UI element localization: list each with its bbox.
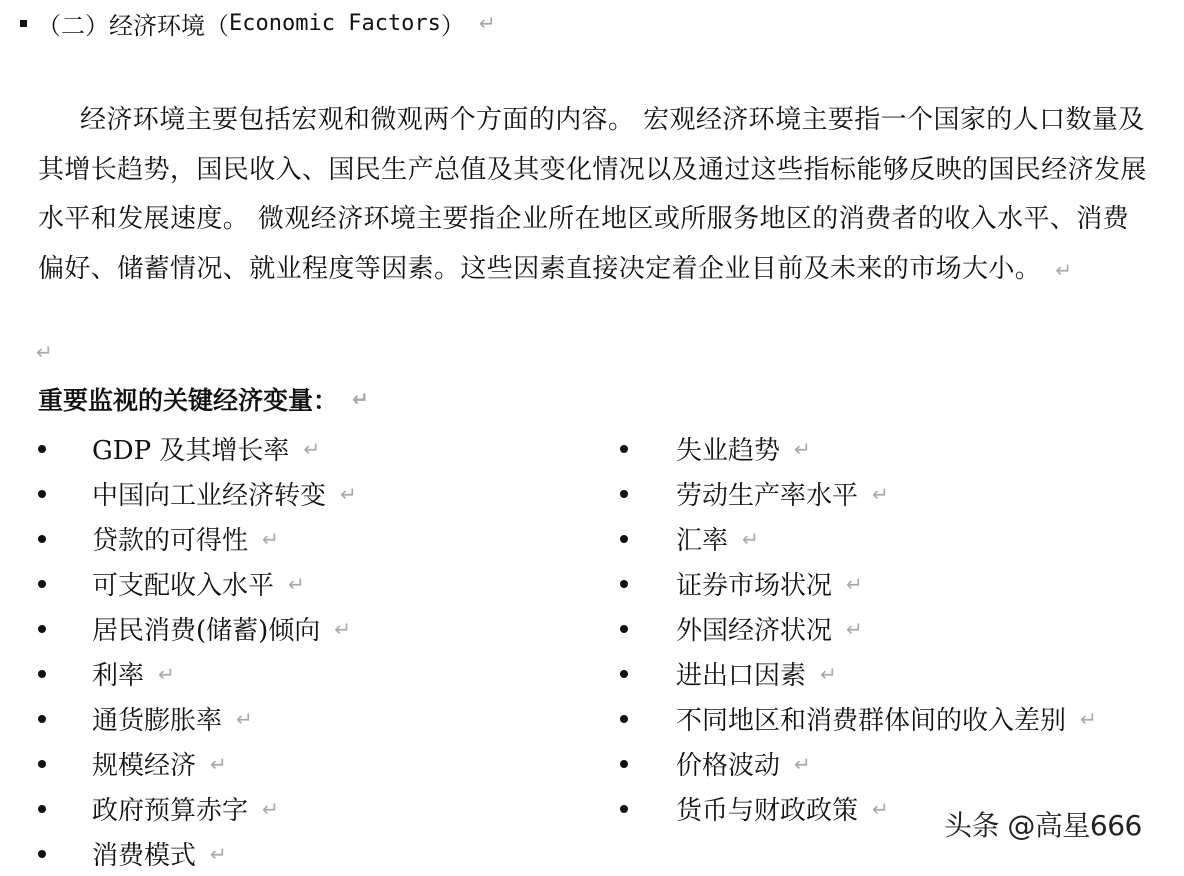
list-item-label: 价格波动 bbox=[676, 751, 781, 781]
bullet-dot-icon bbox=[620, 625, 628, 633]
bullet-dot-icon bbox=[620, 490, 628, 498]
paragraph-mark-icon: ↵ bbox=[478, 11, 496, 35]
bullet-dot-icon bbox=[38, 850, 46, 858]
list-item bbox=[38, 651, 357, 696]
paragraph-mark-icon: ↵ bbox=[288, 571, 305, 596]
square-bullet-icon bbox=[20, 20, 27, 27]
bullet-dot-icon bbox=[38, 805, 46, 813]
paragraph-mark-icon: ↵ bbox=[872, 481, 889, 506]
list-item-label: 利率 bbox=[92, 661, 145, 691]
bullet-dot-icon bbox=[38, 625, 46, 633]
paragraph-mark-icon: ↵ bbox=[210, 841, 227, 866]
paragraph-mark-icon: ↵ bbox=[794, 436, 811, 461]
list-item bbox=[38, 426, 357, 471]
bullet-dot-icon bbox=[620, 670, 628, 678]
bullet-dot-icon bbox=[38, 490, 46, 498]
paragraph-mark-icon: ↵ bbox=[872, 796, 889, 821]
paragraph-mark-icon: ↵ bbox=[846, 616, 863, 641]
paragraph-mark-icon: ↵ bbox=[820, 661, 837, 686]
paragraph-mark-icon: ↵ bbox=[236, 706, 253, 731]
list-item-label: 证券市场状况 bbox=[676, 571, 833, 601]
list-item bbox=[38, 786, 357, 831]
list-item bbox=[38, 741, 357, 786]
list-item-label: 消费模式 bbox=[92, 841, 197, 871]
paragraph-mark-icon: ↵ bbox=[340, 481, 357, 506]
list-subtitle bbox=[38, 382, 369, 416]
bullet-dot-icon bbox=[620, 760, 628, 768]
bullet-dot-icon bbox=[620, 715, 628, 723]
list-item bbox=[620, 426, 1097, 471]
paragraph-mark-icon: ↵ bbox=[794, 751, 811, 776]
list-item-label: 汇率 bbox=[676, 526, 729, 556]
list-item bbox=[38, 831, 357, 876]
list-item-label: 进出口因素 bbox=[676, 661, 807, 691]
list-item bbox=[38, 696, 357, 741]
subtitle-text: 重要监视的关键经济变量： bbox=[38, 386, 339, 415]
list-item-label: 居民消费(储蓄)倾向 bbox=[92, 616, 321, 646]
list-item-label: 贷款的可得性 bbox=[92, 526, 249, 556]
list-item bbox=[620, 516, 1097, 561]
list-item-label: 通货膨胀率 bbox=[92, 706, 223, 736]
bullet-dot-icon bbox=[38, 535, 46, 543]
paragraph-mark-icon: ↵ bbox=[742, 526, 759, 551]
watermark: 头条 @高星666 bbox=[944, 809, 1142, 842]
list-item-label: 货币与财政政策 bbox=[676, 796, 859, 826]
paragraph-mark-icon: ↵ bbox=[303, 436, 321, 461]
paragraph-mark-icon: ↵ bbox=[1080, 706, 1097, 731]
bullet-dot-icon bbox=[620, 805, 628, 813]
body-paragraph bbox=[38, 96, 1148, 295]
bullet-dot-icon bbox=[38, 580, 46, 588]
list-item bbox=[620, 561, 1097, 606]
paragraph-mark-icon: ↵ bbox=[352, 387, 369, 411]
bullet-dot-icon bbox=[38, 445, 46, 453]
list-item-label: 不同地区和消费群体间的收入差别 bbox=[676, 706, 1067, 736]
bullet-dot-icon bbox=[38, 715, 46, 723]
section-heading bbox=[20, 6, 496, 40]
bullet-dot-icon bbox=[620, 445, 628, 453]
bullet-dot-icon bbox=[620, 535, 628, 543]
paragraph-mark-icon: ↵ bbox=[158, 661, 175, 686]
paragraph-mark-icon: ↵ bbox=[846, 571, 863, 596]
variables-list-right bbox=[620, 426, 1097, 831]
list-item-label: 可支配收入水平 bbox=[92, 571, 275, 601]
bullet-dot-icon bbox=[38, 760, 46, 768]
paragraph-mark-icon: ↵ bbox=[1055, 257, 1073, 282]
list-item bbox=[38, 471, 357, 516]
list-item-label: 劳动生产率水平 bbox=[676, 481, 859, 511]
variables-list-left bbox=[38, 426, 357, 876]
paragraph-text: 经济环境主要包括宏观和微观两个方面的内容。 宏观经济环境主要指一个国家的人口数量及其增长趋势，国民收入、国民生产总值及其变化情况以及通过这些指标能够反映的国民经济发展水平和发展速度。 微观经济环境主要指企业所在地区或所服务地区的消费者的收入水平、消费偏好、储蓄情况、就业程度等因素。这些因素直接决定着企业目前及未来的市场大小。 bbox=[38, 105, 1147, 284]
list-item bbox=[38, 561, 357, 606]
list-item-label: 失业趋势 bbox=[676, 436, 781, 466]
list-item bbox=[38, 606, 357, 651]
paragraph-mark-icon: ↵ bbox=[36, 340, 53, 364]
list-item bbox=[38, 516, 357, 561]
list-item bbox=[620, 741, 1097, 786]
paragraph-mark-icon: ↵ bbox=[262, 526, 279, 551]
paragraph-mark-icon: ↵ bbox=[334, 616, 352, 641]
list-item-label: 政府预算赤字 bbox=[92, 796, 249, 826]
list-item-label: GDP 及其增长率 bbox=[92, 436, 290, 466]
list-item-label: 中国向工业经济转变 bbox=[92, 481, 327, 511]
heading-english: Economic Factors bbox=[229, 10, 441, 36]
heading-prefix: （二）经济环境（ bbox=[37, 11, 229, 40]
list-item bbox=[620, 696, 1097, 741]
heading-suffix: ） bbox=[440, 11, 465, 40]
list-item bbox=[620, 651, 1097, 696]
list-item-label: 规模经济 bbox=[92, 751, 197, 781]
paragraph-mark-icon: ↵ bbox=[210, 751, 227, 776]
list-item bbox=[620, 606, 1097, 651]
list-item bbox=[620, 471, 1097, 516]
paragraph-mark-icon: ↵ bbox=[262, 796, 279, 821]
list-item-label: 外国经济状况 bbox=[676, 616, 833, 646]
empty-paragraph bbox=[36, 340, 53, 364]
bullet-dot-icon bbox=[38, 670, 46, 678]
bullet-dot-icon bbox=[620, 580, 628, 588]
